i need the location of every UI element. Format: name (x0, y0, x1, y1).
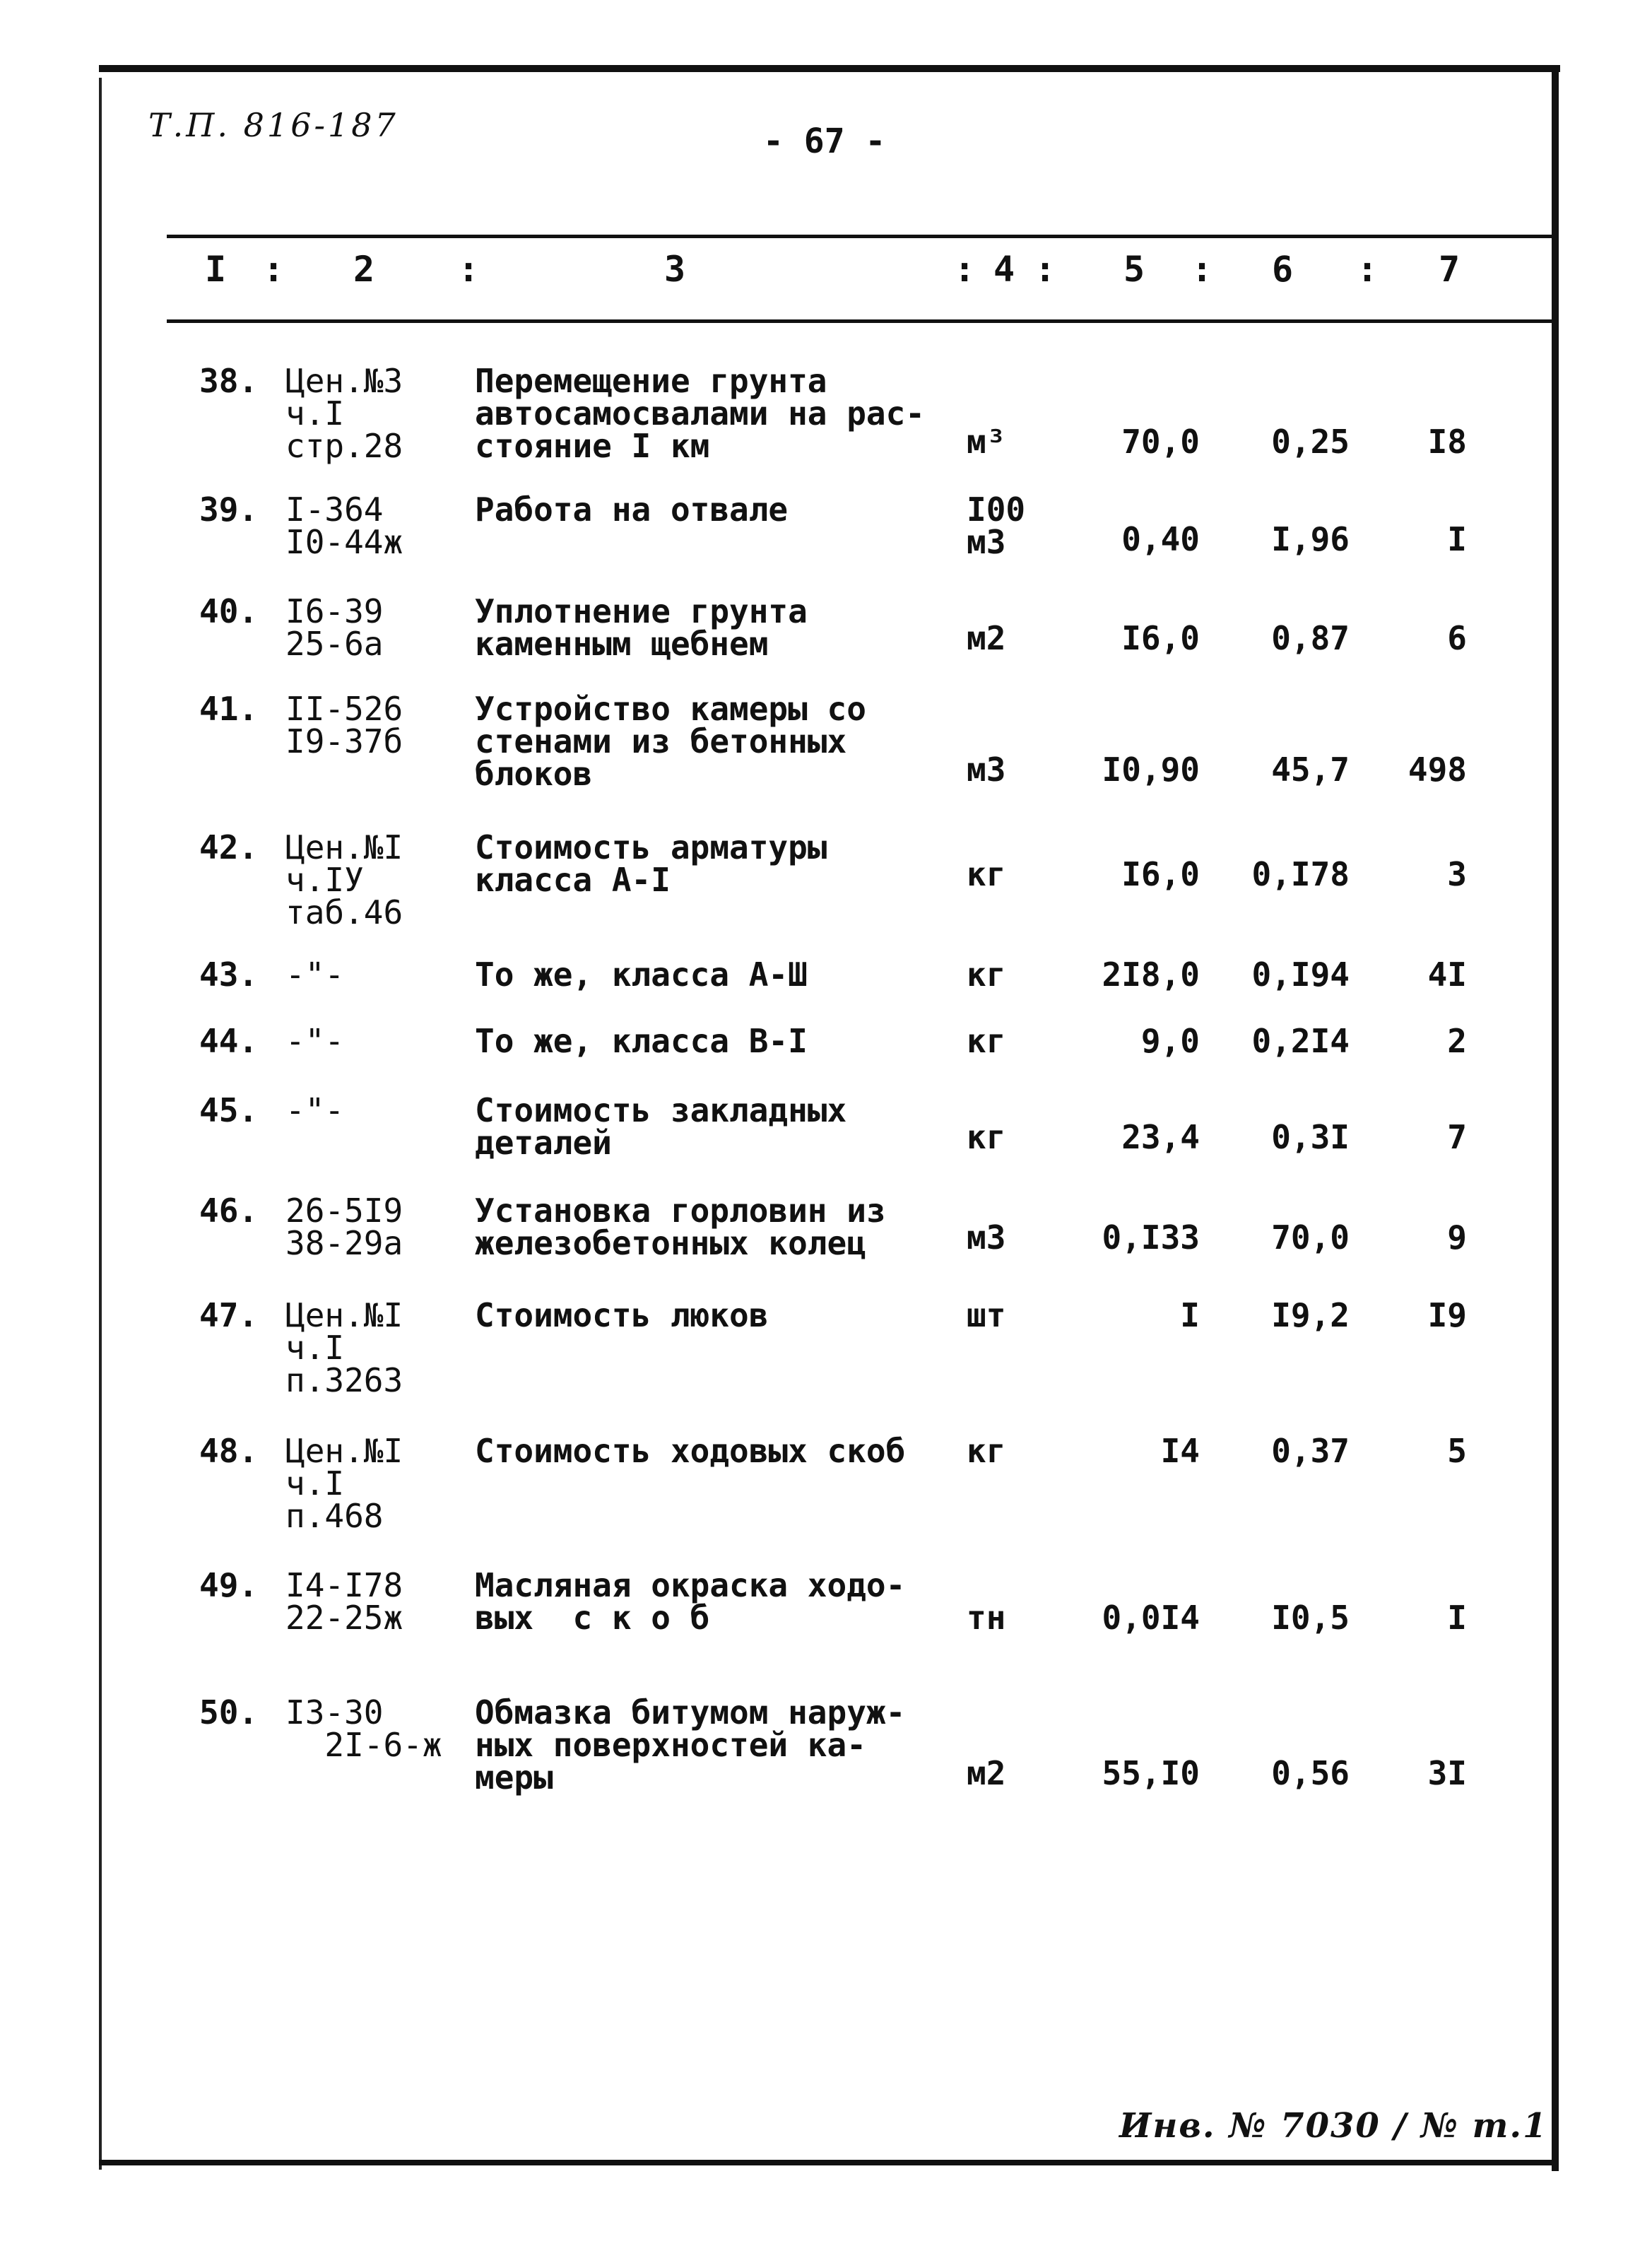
row-qty: I0,90 (1102, 751, 1200, 789)
row-code: -"- (285, 956, 345, 994)
frame-left-border (99, 78, 102, 2170)
row-price: 0,25 (1271, 423, 1350, 461)
row-total: I8 (1427, 423, 1467, 461)
row-unit: кг (967, 1432, 1006, 1470)
row-price: 70,0 (1271, 1218, 1350, 1257)
row-number: 39. (199, 490, 259, 529)
row-number: 48. (199, 1432, 259, 1470)
row-number: 46. (199, 1192, 259, 1230)
row-code: I4-I78 22-25ж (285, 1566, 403, 1637)
row-price: 0,I78 (1251, 855, 1350, 893)
row-number: 50. (199, 1693, 259, 1731)
row-qty: 2I8,0 (1102, 956, 1200, 994)
row-total: 498 (1408, 751, 1467, 789)
row-qty: 0,I33 (1102, 1218, 1200, 1257)
row-qty: I6,0 (1121, 619, 1200, 657)
row-qty: I (1180, 1296, 1200, 1334)
row-unit: м2 (967, 1754, 1006, 1792)
row-code: II-526 I9-37б (285, 690, 403, 760)
row-price: 0,87 (1271, 619, 1350, 657)
col-header-1: I (205, 249, 227, 290)
page-number: - 67 - (763, 122, 886, 161)
row-number: 45. (199, 1091, 259, 1129)
row-total: 9 (1447, 1218, 1467, 1257)
row-name: Уплотнение грунта каменным щебнем (475, 592, 808, 663)
project-code: Т.П. 816-187 (148, 106, 399, 144)
row-price: 0,37 (1271, 1432, 1350, 1470)
row-qty: 55,I0 (1102, 1754, 1200, 1792)
inventory-stamp: Инв. № 7030 / № т.1 (1119, 2106, 1548, 2146)
row-code: Цен.№3 ч.I стр.28 (285, 362, 403, 465)
row-code: 26-5I9 38-29а (285, 1192, 403, 1262)
row-price: 0,56 (1271, 1754, 1350, 1792)
row-price: 0,I94 (1251, 956, 1350, 994)
table-header (0, 249, 1652, 305)
row-price: 45,7 (1271, 751, 1350, 789)
row-code: Цен.№I ч.I п.468 (285, 1432, 403, 1535)
col-sep: : (1034, 249, 1056, 290)
row-name: Перемещение грунта автосамосвалами на рас- стояние I км (475, 362, 925, 465)
row-qty: 70,0 (1121, 423, 1200, 461)
row-number: 44. (199, 1022, 259, 1060)
frame-bottom-border (99, 2160, 1559, 2165)
row-unit: кг (967, 1118, 1006, 1156)
col-sep: : (1357, 249, 1379, 290)
row-total: 5 (1447, 1432, 1467, 1470)
row-name: Установка горловин из железобетонных колец (475, 1192, 886, 1262)
row-unit: кг (967, 956, 1006, 994)
row-total: I (1447, 1599, 1467, 1637)
col-sep: : (458, 249, 480, 290)
row-number: 49. (199, 1566, 259, 1604)
row-unit: кг (967, 1022, 1006, 1060)
row-name: Стоимость арматуры класса А-I (475, 828, 827, 899)
row-total: 6 (1447, 619, 1467, 657)
row-number: 41. (199, 690, 259, 728)
row-qty: I4 (1160, 1432, 1200, 1470)
col-header-4: 4 (993, 249, 1015, 290)
row-unit: шт (967, 1296, 1006, 1334)
row-total: I9 (1427, 1296, 1467, 1334)
row-qty: I6,0 (1121, 855, 1200, 893)
row-total: 7 (1447, 1118, 1467, 1156)
row-name: То же, класса В-I (475, 1022, 808, 1060)
row-unit: м3 (967, 1218, 1006, 1257)
col-header-7: 7 (1439, 249, 1461, 290)
row-code: I3-30 2I-6-ж (285, 1693, 442, 1764)
row-total: I (1447, 520, 1467, 558)
col-header-6: 6 (1272, 249, 1294, 290)
frame-right-border (1552, 65, 1559, 2171)
row-total: 2 (1447, 1022, 1467, 1060)
row-price: 0,3I (1271, 1118, 1350, 1156)
col-header-3: 3 (664, 249, 686, 290)
row-unit: м3 (967, 751, 1006, 789)
row-number: 43. (199, 956, 259, 994)
row-name: Масляная окраска ходо- вых с к о б (475, 1566, 906, 1637)
row-number: 47. (199, 1296, 259, 1334)
row-unit: тн (967, 1599, 1006, 1637)
row-name: Устройство камеры со стенами из бетонных блоков (475, 690, 866, 793)
col-sep: : (263, 249, 285, 290)
row-number: 38. (199, 362, 259, 400)
row-code: Цен.№I ч.I п.3263 (285, 1296, 403, 1399)
row-name: Стоимость люков (475, 1296, 769, 1334)
row-qty: 0,0I4 (1102, 1599, 1200, 1637)
row-price: I9,2 (1271, 1296, 1350, 1334)
col-header-2: 2 (353, 249, 375, 290)
row-price: I,96 (1271, 520, 1350, 558)
header-rule-bottom (167, 319, 1556, 323)
row-code: Цен.№I ч.IУ таб.46 (285, 828, 403, 931)
row-unit: кг (967, 855, 1006, 893)
row-price: 0,2I4 (1251, 1022, 1350, 1060)
row-total: 3 (1447, 855, 1467, 893)
row-name: То же, класса А-Ш (475, 956, 808, 994)
col-header-5: 5 (1123, 249, 1145, 290)
row-code: -"- (285, 1022, 345, 1060)
row-price: I0,5 (1271, 1599, 1350, 1637)
header-rule-top (167, 235, 1556, 238)
row-name: Стоимость ходовых скоб (475, 1432, 906, 1470)
row-unit: м2 (967, 619, 1006, 657)
row-unit: м³ (967, 423, 1006, 461)
row-name: Стоимость закладных деталей (475, 1091, 847, 1162)
row-qty: 0,40 (1121, 520, 1200, 558)
row-code: I-364 I0-44ж (285, 490, 403, 561)
row-total: 3I (1427, 1754, 1467, 1792)
row-number: 42. (199, 828, 259, 866)
row-qty: 23,4 (1121, 1118, 1200, 1156)
row-name: Работа на отвале (475, 490, 789, 529)
row-unit: I00 м3 (967, 490, 1026, 561)
frame-top-border (99, 65, 1560, 72)
row-name: Обмазка битумом наруж- ных поверхностей ка- меры (475, 1693, 906, 1797)
row-code: I6-39 25-6а (285, 592, 384, 663)
row-number: 40. (199, 592, 259, 630)
row-qty: 9,0 (1140, 1022, 1200, 1060)
row-total: 4I (1427, 956, 1467, 994)
col-sep: : (954, 249, 976, 290)
row-code: -"- (285, 1091, 345, 1129)
col-sep: : (1191, 249, 1213, 290)
